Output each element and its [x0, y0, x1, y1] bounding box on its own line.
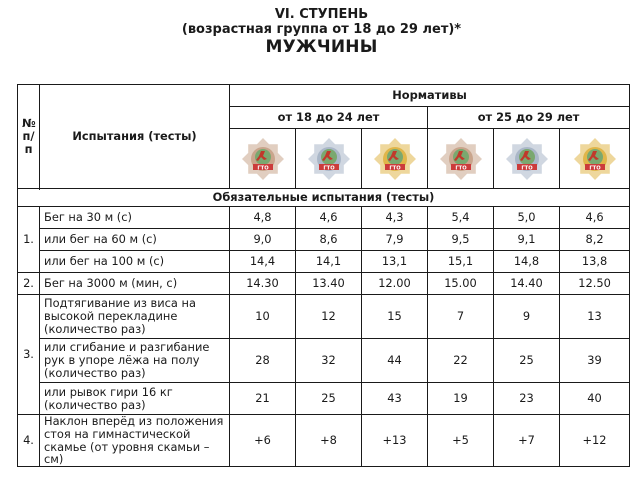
badge-cell	[428, 129, 494, 189]
header-tests: Испытания (тесты)	[40, 85, 230, 189]
norm-value: +6	[230, 415, 296, 467]
norm-value: 12	[296, 295, 362, 339]
norm-value: 13	[560, 295, 630, 339]
norm-value: 25	[494, 339, 560, 383]
bronze-badge-icon	[439, 137, 483, 181]
norm-value: 15,1	[428, 251, 494, 273]
norm-value: 9	[494, 295, 560, 339]
test-name: или рывок гири 16 кг (количество раз)	[40, 383, 230, 415]
norm-value: 14.40	[494, 273, 560, 295]
header-number: № п/п	[18, 85, 40, 189]
silver-badge-icon	[505, 137, 549, 181]
norm-value: 9,1	[494, 229, 560, 251]
norm-value: 12.50	[560, 273, 630, 295]
header-norms: Нормативы	[230, 85, 630, 107]
test-name: или бег на 100 м (с)	[40, 251, 230, 273]
norm-value: +5	[428, 415, 494, 467]
test-name: или сгибание и разгибание рук в упоре лёжа на полу (количество раз)	[40, 339, 230, 383]
norm-value: 7,9	[362, 229, 428, 251]
norm-value: 19	[428, 383, 494, 415]
norm-value: 39	[560, 339, 630, 383]
norm-value: 22	[428, 339, 494, 383]
norm-value: 7	[428, 295, 494, 339]
norm-value: 9,5	[428, 229, 494, 251]
norm-value: 14,8	[494, 251, 560, 273]
badge-cell	[296, 129, 362, 189]
badge-cell	[494, 129, 560, 189]
norm-value: 5,0	[494, 207, 560, 229]
badge-label: ГТО	[520, 164, 533, 171]
norm-value: 13,1	[362, 251, 428, 273]
table-row	[18, 273, 630, 295]
badge-cell	[230, 129, 296, 189]
norm-value: 32	[296, 339, 362, 383]
badge-cell	[362, 129, 428, 189]
test-number: 3.	[18, 295, 40, 415]
test-number: 4.	[18, 415, 40, 467]
norm-value: 15	[362, 295, 428, 339]
norm-value: 14.30	[230, 273, 296, 295]
badge-label: ГТО	[454, 164, 467, 171]
norm-value: 21	[230, 383, 296, 415]
norm-value: 13.40	[296, 273, 362, 295]
norm-value: +12	[560, 415, 630, 467]
norm-value: 43	[362, 383, 428, 415]
norm-value: 5,4	[428, 207, 494, 229]
norm-value: 10	[230, 295, 296, 339]
norm-value: 15.00	[428, 273, 494, 295]
badge-label: ГТО	[588, 164, 601, 171]
test-number: 1.	[18, 207, 40, 273]
test-name: или бег на 60 м (с)	[40, 229, 230, 251]
norm-value: 23	[494, 383, 560, 415]
norm-value: 4,8	[230, 207, 296, 229]
table-row	[18, 339, 630, 383]
table-row	[18, 295, 630, 339]
norm-value: +7	[494, 415, 560, 467]
norm-value: 13,8	[560, 251, 630, 273]
gold-badge-icon	[573, 137, 617, 181]
norm-value: 40	[560, 383, 630, 415]
table-row	[18, 207, 630, 229]
stage-title: VI. СТУПЕНЬ	[274, 7, 369, 22]
norms-table	[17, 84, 630, 467]
norm-value: +8	[296, 415, 362, 467]
test-name: Подтягивание из виса на высокой перекладине (количество раз)	[40, 295, 230, 339]
table-row	[18, 251, 630, 273]
silver-badge-icon	[307, 137, 351, 181]
norm-value: 14,4	[230, 251, 296, 273]
test-name: Бег на 3000 м (мин, с)	[40, 273, 230, 295]
norm-value: +13	[362, 415, 428, 467]
badge-label: ГТО	[322, 164, 335, 171]
badge-label: ГТО	[388, 164, 401, 171]
norm-value: 9,0	[230, 229, 296, 251]
badge-label: ГТО	[256, 164, 269, 171]
badge-cell	[560, 129, 630, 189]
norm-value: 44	[362, 339, 428, 383]
norm-value: 28	[230, 339, 296, 383]
test-name: Наклон вперёд из положения стоя на гимнастической скамье (от уровня скамьи – см)	[40, 415, 230, 467]
table-row	[18, 229, 630, 251]
norm-value: 12.00	[362, 273, 428, 295]
document-header	[0, 8, 643, 57]
gender-title: МУЖЧИНЫ	[265, 36, 378, 57]
norm-value: 4,6	[296, 207, 362, 229]
norm-value: 25	[296, 383, 362, 415]
norm-value: 8,6	[296, 229, 362, 251]
table-row	[18, 415, 630, 467]
header-age-18-24: от 18 до 24 лет	[230, 107, 428, 129]
test-name: Бег на 30 м (с)	[40, 207, 230, 229]
norm-value: 14,1	[296, 251, 362, 273]
bronze-badge-icon	[241, 137, 285, 181]
table-row	[18, 383, 630, 415]
test-number: 2.	[18, 273, 40, 295]
norm-value: 8,2	[560, 229, 630, 251]
section-mandatory-tests: Обязательные испытания (тесты)	[18, 189, 630, 207]
header-age-25-29: от 25 до 29 лет	[428, 107, 630, 129]
norm-value: 4,3	[362, 207, 428, 229]
norm-value: 4,6	[560, 207, 630, 229]
age-group-subtitle: (возрастная группа от 18 до 29 лет)*	[181, 21, 462, 37]
gold-badge-icon	[373, 137, 417, 181]
